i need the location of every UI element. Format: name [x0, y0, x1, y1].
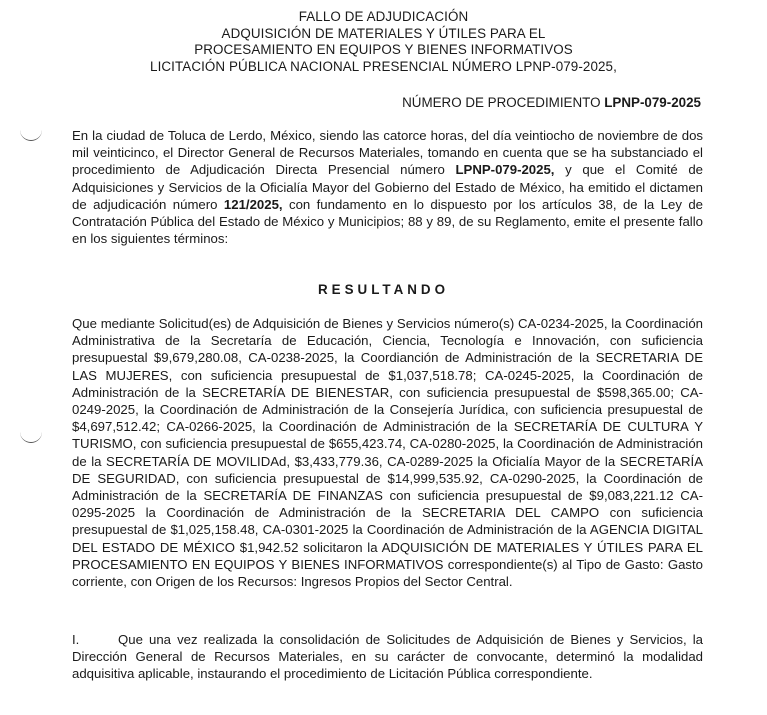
numbered-item-1	[72, 631, 703, 683]
intro-procedure-number: LPNP-079-2025,	[455, 162, 555, 178]
header-line-1: FALLO DE ADJUDICACIÓN	[298, 9, 469, 24]
intro-text-3: con fundamento en lo dispuesto por los artículos 38, de la Ley de Contratación Pública del Estado de México y Municipios; 88 y 89, de su Reglamento, emite el presente fallo en los siguientes términos:	[72, 196, 703, 247]
intro-text-1: En la ciudad de Toluca de Lerdo, México, siendo las catorce horas, del día veintiocho de noviembre de dos mil veinticinco, el Director General de Recursos Materiales, tomando en cuenta que se ha substanciado el procedimiento de Adjudicación Directa Presencial número	[72, 128, 703, 178]
header-line-3: PROCESAMIENTO EN EQUIPOS Y BIENES INFORMATIVOS	[194, 42, 573, 57]
section-title: RESULTANDO	[318, 282, 449, 297]
header-line-4: LICITACIÓN PÚBLICA NACIONAL PRESENCIAL NÚMERO LPNP-079-2025,	[150, 58, 617, 74]
item-numeral: I.	[72, 632, 80, 647]
header-line-2: ADQUISICIÓN DE MATERIALES Y ÚTILES PARA EL	[221, 25, 546, 41]
intro-text-2: y que el Comité de Adquisiciones y Servicios de la Oficialía Mayor del Gobierno del Estado de México, ha emitido el dictamen de adjudicación número	[72, 162, 704, 212]
intro-dictamen-number: 121/2025,	[223, 196, 283, 212]
resultando-paragraph: Que mediante Solicitud(es) de Adquisición de Bienes y Servicios número(s) CA-0234-2025, la Coordinación Administrativa de la Secretaría de Educación, Ciencia, Tecnología e Innovación, con suficiencia presupuestal $9,679,280.08, CA-0238-2025, la Coordianción de Administración de la SECRETARIA DE LAS MUJERES, con suficiencia presupuestal de $1,037,518.78; CA-0245-2025, la Coordinación de Administración de la SECRETARÍA DE BIENESTAR, con suficiencia presupuestal de $598,365.00; CA-0249-2025, la Coordinación de Administración de la Consejería Jurídica, con suficiencia presupuestal de $4,697,512.42; CA-0266-2025, la Coordinación de Administración de la SECRETARÍA DE CULTURA Y TURISMO, con suficiencia presupuestal de $655,423.74, CA-0280-2025, la Coordinación de Administración de la SECRETARÍA DE MOVILIDAd, $3,433,779.36, CA-0289-2025 la Oficialía Mayor de la SECRETARÍA DE SEGURIDAD, con suficiencia presupuestal de $14,999,535.92, CA-0290-2025, la Coordinación de Administración de la SECRETARÍA DE FINANZAS con suficiencia presupuestal de $9,083,221.12 CA-0295-2025 la Coordinación de Administración de la SECRETARIA DEL CAMPO con suficiencia presupuestal de $1,025,158.48, CA-0301-2025 la Coordinación de Administración de la AGENCIA DIGITAL DEL ESTADO DE MÉXICO $1,942.52 solicitaron la ADQUISICIÓN DE MATERIALES Y ÚTILES PARA EL PROCESAMIENTO EN EQUIPOS Y BIENES INFORMATIVOS correspondiente(s) al Tipo de Gasto: Gasto corriente, con Origen de los Recursos: Ingresos Propios del Sector Central.	[72, 316, 703, 590]
procedure-number: LPNP-079-2025	[604, 95, 701, 110]
punch-hole-mark	[20, 420, 42, 443]
punch-hole-mark	[20, 118, 42, 141]
item-text: Que una vez realizada la consolidación de Solicitudes de Adquisición de Bienes y Servicios, la Dirección General de Recursos Materiales, en su carácter de convocante, determinó la modalidad adquisitiva aplicable, instaurando el procedimiento de Licitación Pública correspondiente.	[72, 632, 703, 682]
intro-paragraph	[72, 127, 703, 247]
procedure-label: NÚMERO DE PROCEDIMIENTO	[402, 95, 605, 110]
procedure-number-line	[402, 95, 701, 110]
document-header	[0, 9, 767, 75]
